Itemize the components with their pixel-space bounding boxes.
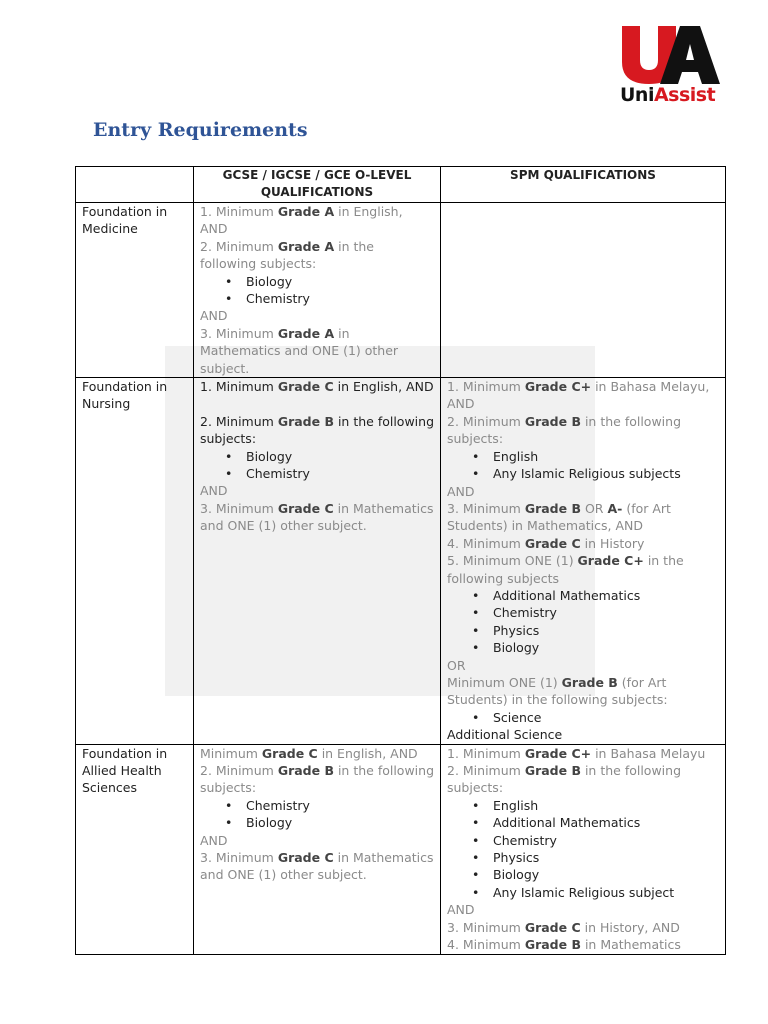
- list-item: • Any Islamic Religious subjects: [493, 465, 719, 482]
- uniassist-logo: [620, 26, 724, 108]
- list-item: • Additional Mathematics: [493, 587, 719, 604]
- requirement-line: Minimum ONE (1) Grade B (for Art Students) in the following subjects:: [447, 674, 668, 708]
- list-item: • Biology: [493, 866, 719, 883]
- list-item: • English: [493, 797, 719, 814]
- logo-wordmark: [620, 84, 724, 106]
- list-item: • Science: [493, 709, 719, 726]
- list-item: • Physics: [493, 622, 719, 639]
- requirement-line: 3. Minimum Grade C in History, AND: [447, 919, 680, 935]
- spm-cell: [441, 378, 726, 745]
- list-item: • Biology: [246, 448, 434, 465]
- gcse-cell: [194, 378, 441, 745]
- requirement-line: 3. Minimum Grade B OR A- (for Art Students) in Mathematics, AND: [447, 500, 671, 534]
- requirement-line: 3. Minimum Grade C in Mathematics and ONE (1) other subject.: [200, 500, 434, 534]
- subject-list: [447, 448, 719, 483]
- spm-cell: [441, 744, 726, 954]
- requirement-line: 3. Minimum Grade C in Mathematics and ONE (1) other subject.: [200, 850, 434, 883]
- requirement-line: 2. Minimum Grade B in the following subjects:: [447, 413, 682, 447]
- list-item: • Additional Mathematics: [493, 814, 719, 831]
- list-item: • Chemistry: [246, 465, 434, 482]
- subject-list: [447, 587, 719, 657]
- and-label: AND: [200, 832, 228, 848]
- list-item: • Chemistry: [246, 290, 434, 307]
- ua-logo-mark: [620, 26, 720, 84]
- list-item: • Physics: [493, 849, 719, 866]
- list-item: • Chemistry: [246, 797, 434, 814]
- requirement-line: 1. Minimum Grade C+ in Bahasa Melayu: [447, 745, 706, 761]
- and-label: AND: [447, 483, 475, 499]
- page-title: Entry Requirements: [93, 119, 308, 141]
- entry-requirements-table: [75, 166, 726, 955]
- requirement-line: 1. Minimum Grade C in English, AND: [200, 379, 434, 395]
- table-row: [76, 744, 726, 954]
- program-cell: Foundation in Nursing: [76, 378, 194, 745]
- logo-uni-text: Uni: [620, 84, 654, 106]
- requirement-line: 2. Minimum Grade A in the following subjects:: [200, 238, 374, 272]
- requirement-line: 2. Minimum Grade B in the following subjects:: [200, 413, 435, 447]
- and-label: AND: [200, 308, 228, 324]
- table-row: [76, 378, 726, 745]
- requirement-line: Minimum Grade C in English, AND: [200, 745, 418, 761]
- and-label: AND: [200, 483, 228, 499]
- list-item: • Any Islamic Religious subject: [493, 884, 719, 901]
- list-item: • Chemistry: [493, 832, 719, 849]
- subject-list: [447, 797, 719, 901]
- table-row: [76, 203, 726, 378]
- header-empty: [76, 167, 194, 203]
- spm-cell: [441, 203, 726, 378]
- requirement-line: 5. Minimum ONE (1) Grade C+ in the following subjects: [447, 553, 684, 586]
- requirement-line: 1. Minimum Grade C+ in Bahasa Melayu, AND: [447, 379, 710, 412]
- requirement-line: 4. Minimum Grade C in History: [447, 535, 645, 551]
- requirement-line: 3. Minimum Grade A in Mathematics and ONE (1) other subject.: [200, 325, 399, 376]
- list-item: • Biology: [246, 273, 434, 290]
- requirement-line: 2. Minimum Grade B in the following subjects:: [200, 763, 435, 796]
- subject-list: [447, 709, 719, 726]
- list-item: • Biology: [246, 814, 434, 831]
- subject-list: [200, 273, 434, 308]
- requirement-line: 4. Minimum Grade B in Mathematics: [447, 937, 681, 953]
- gcse-cell: [194, 744, 441, 954]
- program-cell: Foundation in Medicine: [76, 203, 194, 378]
- and-label: AND: [447, 902, 475, 918]
- subject-list: [200, 448, 434, 483]
- table-header-row: [76, 167, 726, 203]
- list-item: • Biology: [493, 639, 719, 656]
- requirement-line: 1. Minimum Grade A in English, AND: [200, 204, 403, 237]
- logo-assist-text: Assist: [653, 84, 716, 106]
- subject-list: [200, 797, 434, 832]
- header-gcse: GCSE / IGCSE / GCE O-LEVEL QUALIFICATIONS: [194, 167, 441, 203]
- header-spm: SPM QUALIFICATIONS: [441, 167, 726, 203]
- list-item: • English: [493, 448, 719, 465]
- requirement-line: 2. Minimum Grade B in the following subjects:: [447, 763, 682, 796]
- list-item: • Chemistry: [493, 604, 719, 621]
- requirement-line: Additional Science: [447, 727, 563, 743]
- gcse-cell: [194, 203, 441, 378]
- program-cell: Foundation in Allied Health Sciences: [76, 744, 194, 954]
- or-label: OR: [447, 657, 466, 673]
